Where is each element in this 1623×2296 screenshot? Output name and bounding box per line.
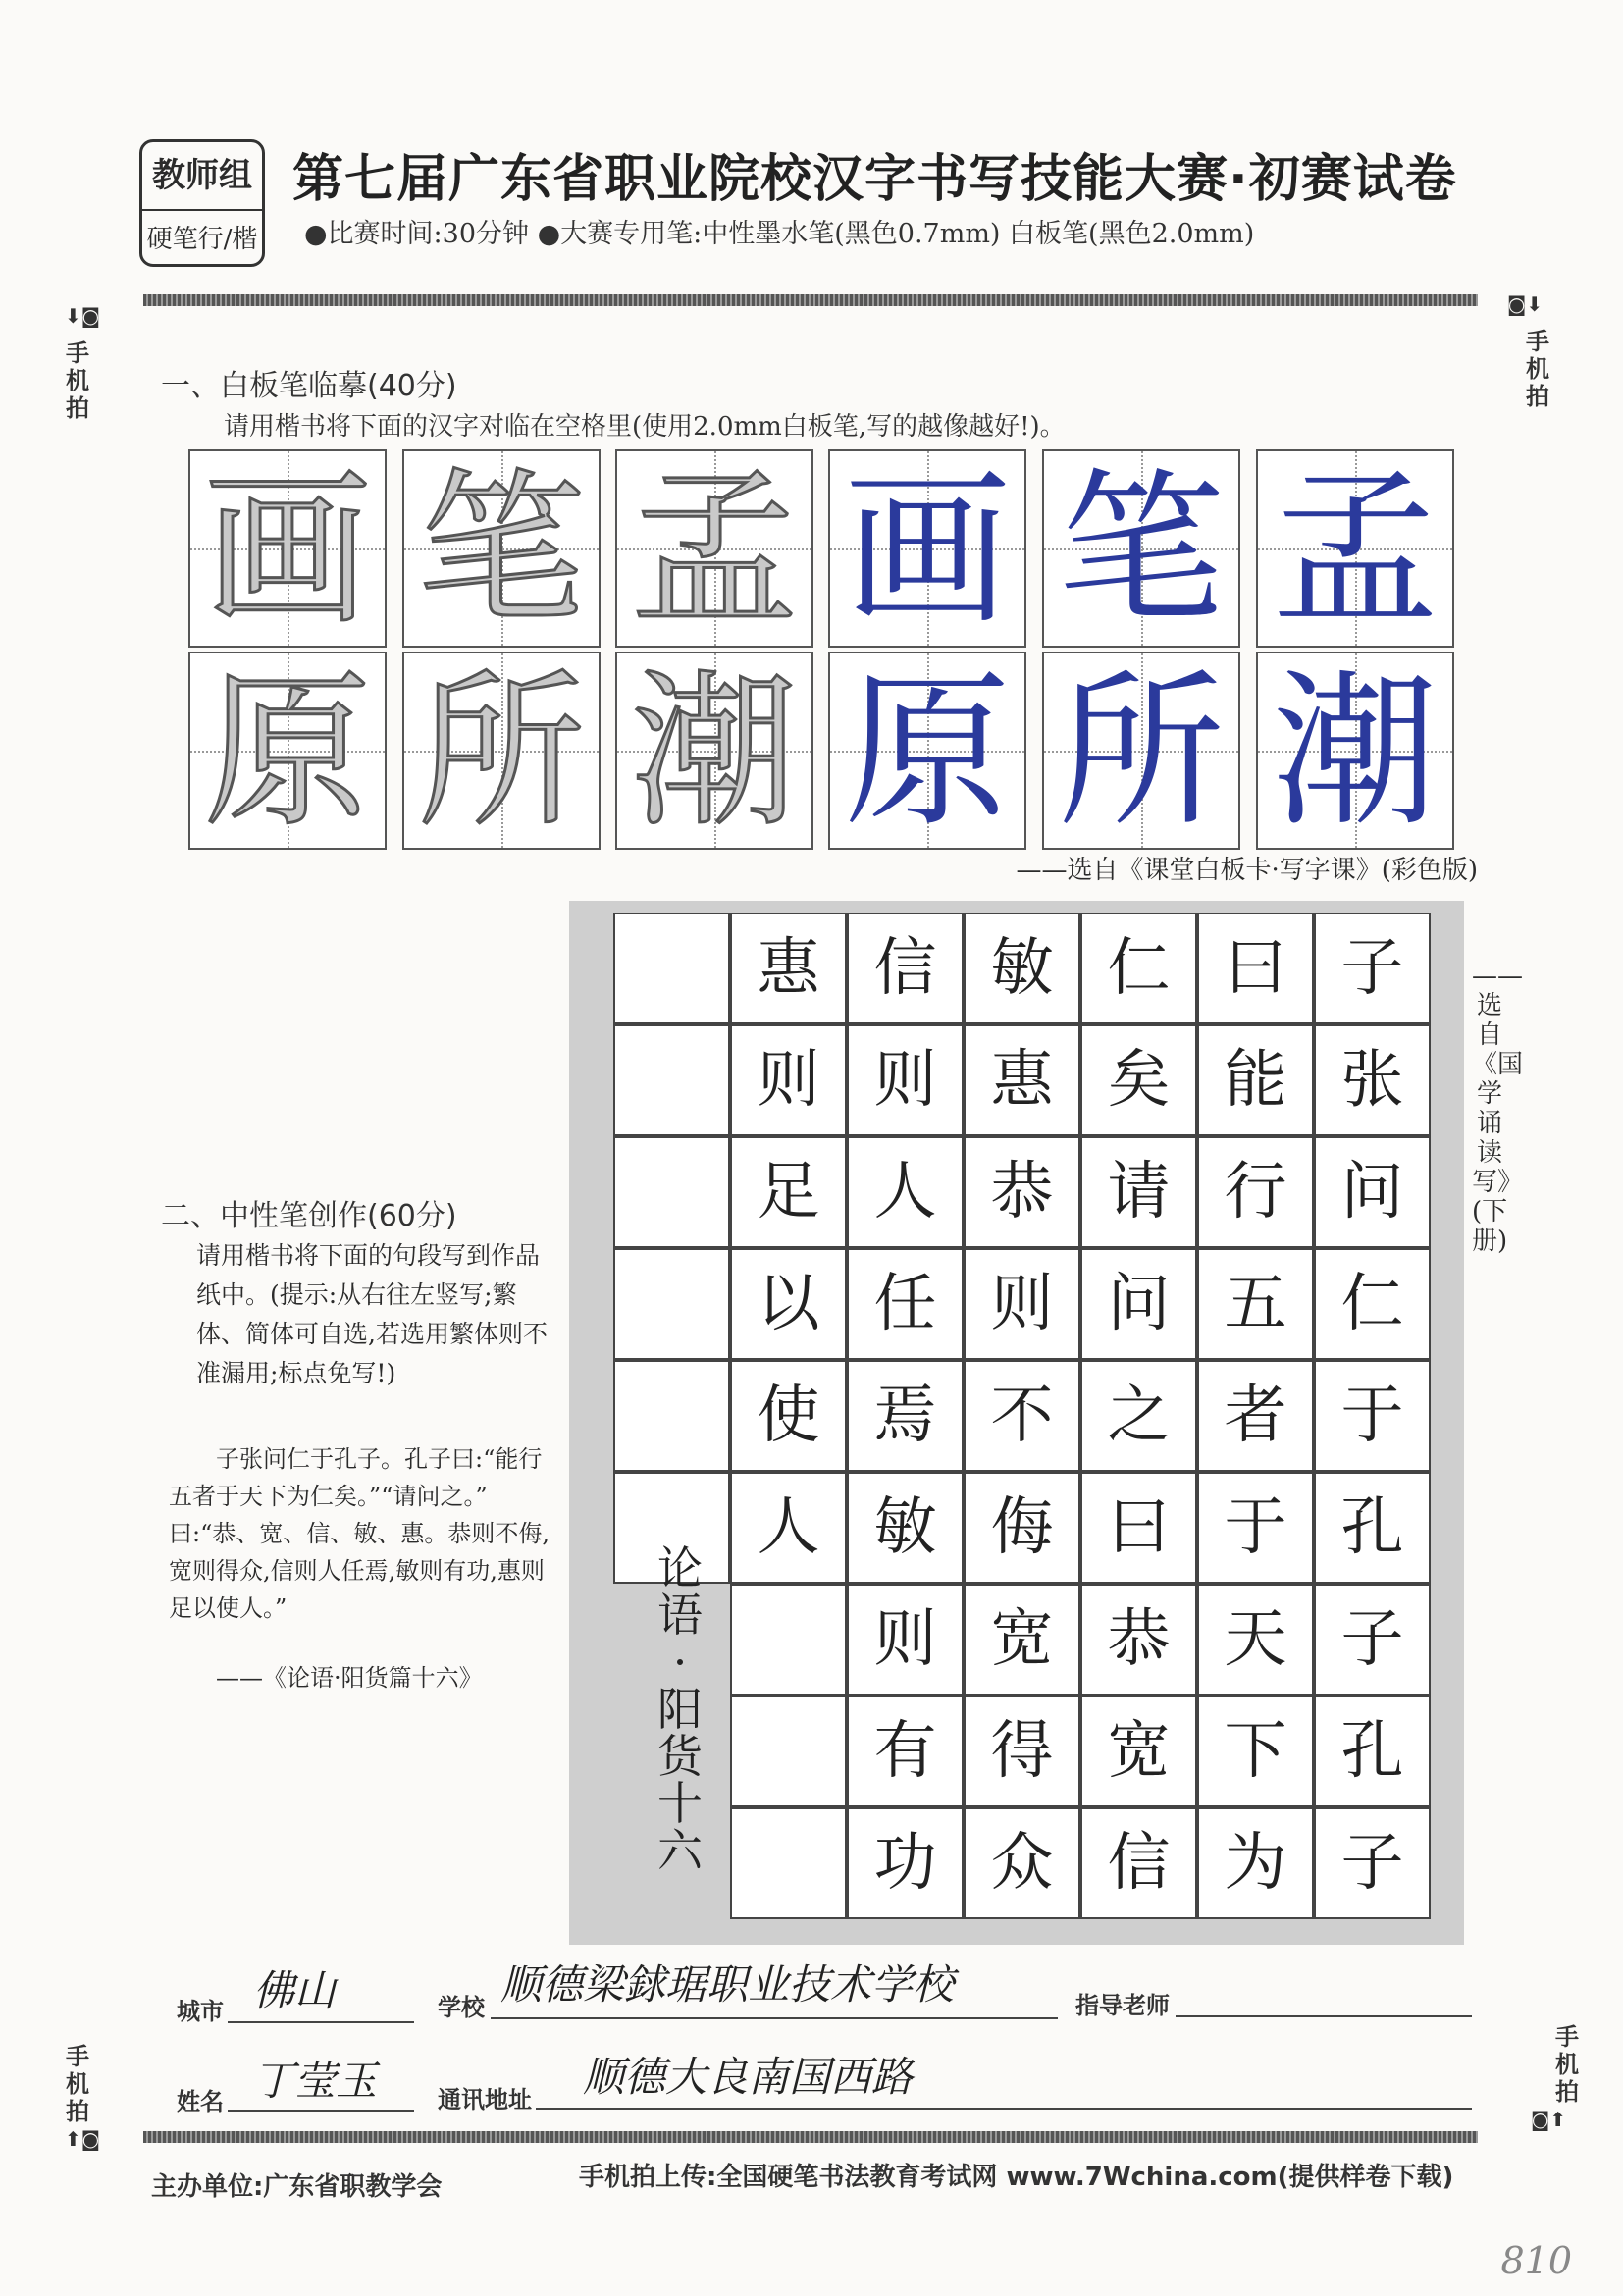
vertical-source: ——选自《国学诵读写》(下册) xyxy=(1472,962,1524,1256)
section2-instruction: 请用楷书将下面的句段写到作品纸中。(提示:从右往左竖写;繁体、简体可自选,若选用繁体则不准漏用;标点免写!) xyxy=(196,1241,548,1387)
side-label-top-left: 手机拍 xyxy=(66,339,89,422)
side-label-bottom-right: 手机拍 xyxy=(1555,2023,1579,2106)
address-label: 通讯地址 xyxy=(438,2086,532,2113)
camera-icon: ⬆◙ xyxy=(65,2127,101,2151)
city-value[interactable]: 佛山 xyxy=(253,1966,337,2014)
camera-icon: ◙⬇ xyxy=(1507,292,1544,316)
section1-title: 一、白板笔临摹(40分) xyxy=(161,369,457,403)
signature-column-cell xyxy=(613,1024,730,1136)
grid-cell: 敏 xyxy=(847,1472,964,1584)
model-cell xyxy=(402,652,601,850)
name-value[interactable]: 丁莹玉 xyxy=(253,2057,378,2105)
grid-cell: 任 xyxy=(847,1248,964,1360)
grid-cell: 问 xyxy=(1080,1248,1197,1360)
grid-cell: 子 xyxy=(1314,1584,1431,1696)
school-value[interactable]: 顺德梁銶琚职业技术学校 xyxy=(500,1960,955,2009)
grid-cell: 功 xyxy=(847,1807,964,1919)
grid-cell: 下 xyxy=(1197,1696,1314,1807)
grid-cell: 之 xyxy=(1080,1360,1197,1472)
grid-cell: 有 xyxy=(847,1696,964,1807)
grid-cell: 孔 xyxy=(1314,1472,1431,1584)
group-label: 教师组 xyxy=(142,142,262,211)
grid-cell: 众 xyxy=(964,1807,1080,1919)
grid-cell: 以 xyxy=(730,1248,847,1360)
upload-info: 手机拍上传:全国硬笔书法教育考试网 www.7Wchina.com(提供样卷下载) xyxy=(579,2163,1454,2192)
model-char: 原 xyxy=(203,655,371,850)
grid-cell: 曰 xyxy=(1197,913,1314,1024)
grid-cell: 信 xyxy=(847,913,964,1024)
camera-icon: ◙⬆ xyxy=(1531,2108,1567,2131)
grid-cell: 问 xyxy=(1314,1136,1431,1248)
model-char: 孟 xyxy=(630,453,798,648)
passage-text: 子张问仁于孔子。孔子曰:“能行五者于天下为仁矣。”“请问之。” 曰:“恭、宽、信、敏、惠。恭则不侮,宽则得众,信则人任焉,敏则有功,惠则足以使人。” xyxy=(169,1445,550,1622)
teacher-label: 指导老师 xyxy=(1075,1992,1170,2019)
copy-cell xyxy=(1256,449,1454,648)
grid-cell: 曰 xyxy=(1080,1472,1197,1584)
copy-char: 笔 xyxy=(1057,453,1225,648)
grid-cell: 人 xyxy=(847,1136,964,1248)
grid-cell: 孔 xyxy=(1314,1696,1431,1807)
model-cell xyxy=(188,449,387,648)
section1-instruction: 请用楷书将下面的汉字对临在空格里(使用2.0mm白板笔,写的越像越好!)。 xyxy=(224,412,1066,442)
city-label: 城市 xyxy=(177,1998,224,2025)
grid-cell: 行 xyxy=(1197,1136,1314,1248)
grid-cell: 仁 xyxy=(1314,1248,1431,1360)
camera-icon: ⬇◙ xyxy=(65,304,101,328)
grid-cell: 恭 xyxy=(964,1136,1080,1248)
copy-cell xyxy=(1256,652,1454,850)
signature-column-cell xyxy=(613,1248,730,1360)
passage-source: ——《论语·阳货篇十六》 xyxy=(216,1664,483,1692)
grid-cell: 敏 xyxy=(964,913,1080,1024)
section1-source: ——选自《课堂白板卡·写字课》(彩色版) xyxy=(1016,856,1478,885)
copy-char: 潮 xyxy=(1271,655,1439,850)
grid-cell: 为 xyxy=(1197,1807,1314,1919)
grid-cell: 焉 xyxy=(847,1360,964,1472)
grid-cell: 五 xyxy=(1197,1248,1314,1360)
grid-cell: 则 xyxy=(847,1024,964,1136)
grid-cell: 于 xyxy=(1314,1360,1431,1472)
grid-cell: 则 xyxy=(847,1584,964,1696)
copy-char: 孟 xyxy=(1271,453,1439,648)
grid-cell: 请 xyxy=(1080,1136,1197,1248)
top-divider xyxy=(143,294,1478,306)
signature-column-cell xyxy=(613,913,730,1024)
copy-cell xyxy=(1042,652,1240,850)
name-line xyxy=(228,2110,414,2112)
school-line xyxy=(491,2017,1058,2019)
grid-cell: 使 xyxy=(730,1360,847,1472)
address-line xyxy=(536,2108,1472,2110)
copy-cell xyxy=(828,652,1026,850)
grid-cell: 惠 xyxy=(730,913,847,1024)
address-value[interactable]: 顺德大良南国西路 xyxy=(583,2053,914,2101)
grid-cell: 得 xyxy=(964,1696,1080,1807)
copy-char: 画 xyxy=(843,453,1011,648)
grid-cell: 宽 xyxy=(964,1584,1080,1696)
side-label-bottom-left: 手机拍 xyxy=(66,2043,89,2125)
model-cell xyxy=(188,652,387,850)
grid-cell xyxy=(730,1696,847,1807)
grid-cell: 足 xyxy=(730,1136,847,1248)
page-title: 第七届广东省职业院校汉字书写技能大赛·初赛试卷 xyxy=(292,150,1457,209)
copy-char: 原 xyxy=(843,655,1011,850)
school-label: 学校 xyxy=(438,1994,485,2021)
signature-column-cell xyxy=(613,1136,730,1248)
name-label: 姓名 xyxy=(177,2088,224,2115)
grid-cell: 人 xyxy=(730,1472,847,1584)
side-label-top-right: 手机拍 xyxy=(1526,328,1549,410)
grid-cell: 则 xyxy=(730,1024,847,1136)
city-line xyxy=(228,2021,414,2023)
grid-cell: 者 xyxy=(1197,1360,1314,1472)
exam-info: ●比赛时间:30分钟 ●大赛专用笔:中性墨水笔(黑色0.7mm) 白板笔(黑色2.0mm) xyxy=(304,219,1255,249)
grid-cell xyxy=(730,1584,847,1696)
grid-cell: 张 xyxy=(1314,1024,1431,1136)
grid-cell: 子 xyxy=(1314,1807,1431,1919)
organizer: 主办单位:广东省职教学会 xyxy=(151,2172,443,2202)
grid-cell: 子 xyxy=(1314,913,1431,1024)
model-char: 潮 xyxy=(630,655,798,850)
copy-cell xyxy=(828,449,1026,648)
signature-column-cell xyxy=(613,1360,730,1472)
group-badge xyxy=(139,139,265,267)
grid-cell: 恭 xyxy=(1080,1584,1197,1696)
teacher-line xyxy=(1176,2015,1472,2017)
grid-cell: 能 xyxy=(1197,1024,1314,1136)
grid-cell: 宽 xyxy=(1080,1696,1197,1807)
grid-cell xyxy=(730,1807,847,1919)
page-number: 810 xyxy=(1500,2239,1572,2282)
grid-cell: 不 xyxy=(964,1360,1080,1472)
model-char: 笔 xyxy=(417,453,585,648)
grid-cell: 侮 xyxy=(964,1472,1080,1584)
model-cell xyxy=(615,449,813,648)
grid-cell: 天 xyxy=(1197,1584,1314,1696)
bottom-divider xyxy=(143,2131,1478,2143)
category-label: 硬笔行/楷 xyxy=(146,225,258,254)
signature: 论语·阳货十六 xyxy=(657,1541,703,1877)
grid-cell: 则 xyxy=(964,1248,1080,1360)
model-cell xyxy=(402,449,601,648)
section2-title: 二、中性笔创作(60分) xyxy=(161,1199,457,1233)
model-cell xyxy=(615,652,813,850)
grid-cell: 仁 xyxy=(1080,913,1197,1024)
grid-cell: 于 xyxy=(1197,1472,1314,1584)
copy-cell xyxy=(1042,449,1240,648)
grid-cell: 矣 xyxy=(1080,1024,1197,1136)
model-char: 画 xyxy=(203,453,371,648)
model-char: 所 xyxy=(417,655,585,850)
grid-cell: 信 xyxy=(1080,1807,1197,1919)
grid-cell: 惠 xyxy=(964,1024,1080,1136)
copy-char: 所 xyxy=(1057,655,1225,850)
